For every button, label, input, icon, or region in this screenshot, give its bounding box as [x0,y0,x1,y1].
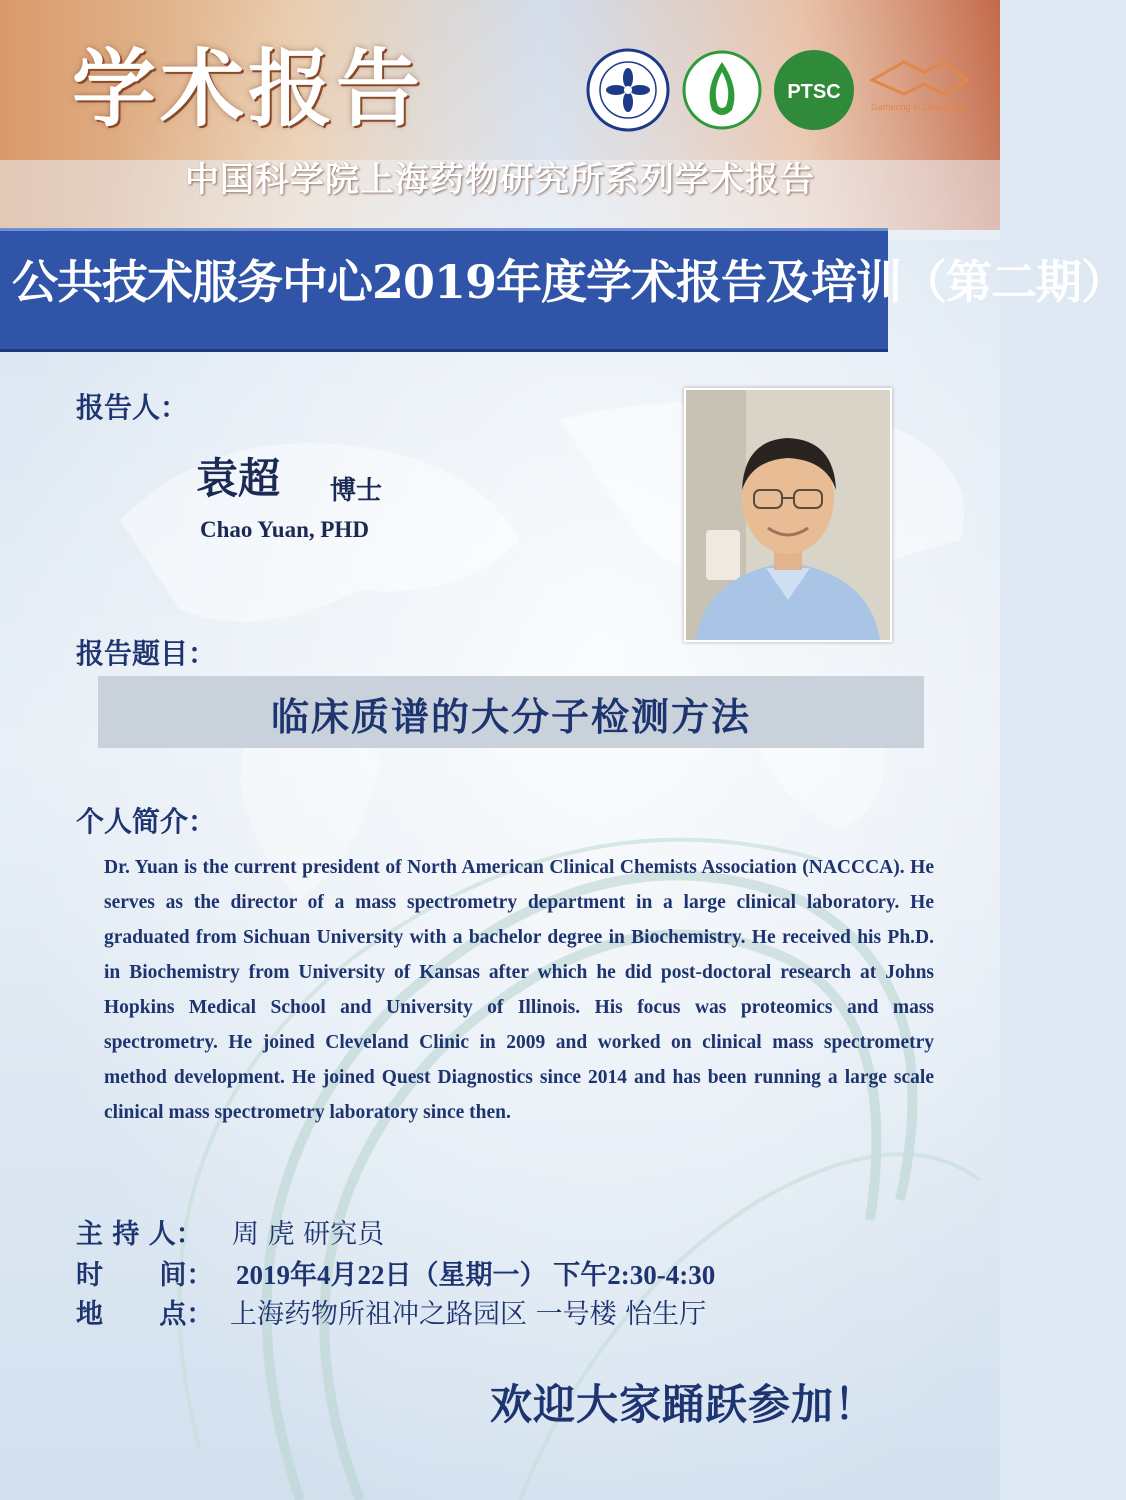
topic-label: 报告题目： [76,637,217,670]
bio-label: 个人简介： [76,805,217,838]
place-label: 地 点： [76,1299,214,1330]
ptsc-logo [772,48,856,132]
subtitle: 中国科学院上海药物研究所系列学术报告 [185,160,815,200]
host-value: 周 虎 研究员 [232,1219,385,1250]
cas-logo [586,48,670,132]
bio-text: Dr. Yuan is the current president of North American Clinical Chemists Association (NACCCA). He serves as the director of a mass spectrometry department in a large clinical laboratory. He graduated from Sichuan University with a bachelor degree in Biochemistry. He received his Ph.D. in Biochemistry from University of Kansas after which he did post-doctoral research at Johns Hopkins Medical School and University of Illinois. His focus was proteomics and mass spectrometry. He joined Cleveland Clinic in 2009 and worked on clinical mass spectrometry method development. He joined Quest Diagnostics since 2014 and has been running a large scale clinical mass spectrometry laboratory since then. [104,857,934,1123]
speaker-title-cn: 博士 [330,476,383,506]
simm-logo [682,48,762,132]
banner-title: 公共技术服务中心2019年度学术报告及培训（第二期） [12,255,1126,309]
host-label: 主 持 人： [76,1219,203,1250]
place-value: 上海药物所祖冲之路园区 一号楼 怡生厅 [230,1299,707,1330]
svg-text:Gathering in Zhangjiang: Gathering in Zhangjiang [870,102,968,112]
topic-title: 临床质谱的大分子检测方法 [270,695,751,739]
speaker-name-cn: 袁超 [196,454,281,503]
svg-text:PTSC: PTSC [787,81,841,103]
time-value: 2019年4月22日（星期一） 下午2:30-4:30 [236,1260,716,1290]
welcome-text: 欢迎大家踊跃参加！ [490,1380,878,1429]
handshake-logo [864,50,974,120]
speaker-photo [684,388,892,642]
speaker-name-en: Chao Yuan, PHD [200,517,369,542]
main-title: 学术报告 [72,40,425,138]
time-label: 时 间： [76,1260,214,1291]
speaker-label: 报告人： [76,391,189,424]
